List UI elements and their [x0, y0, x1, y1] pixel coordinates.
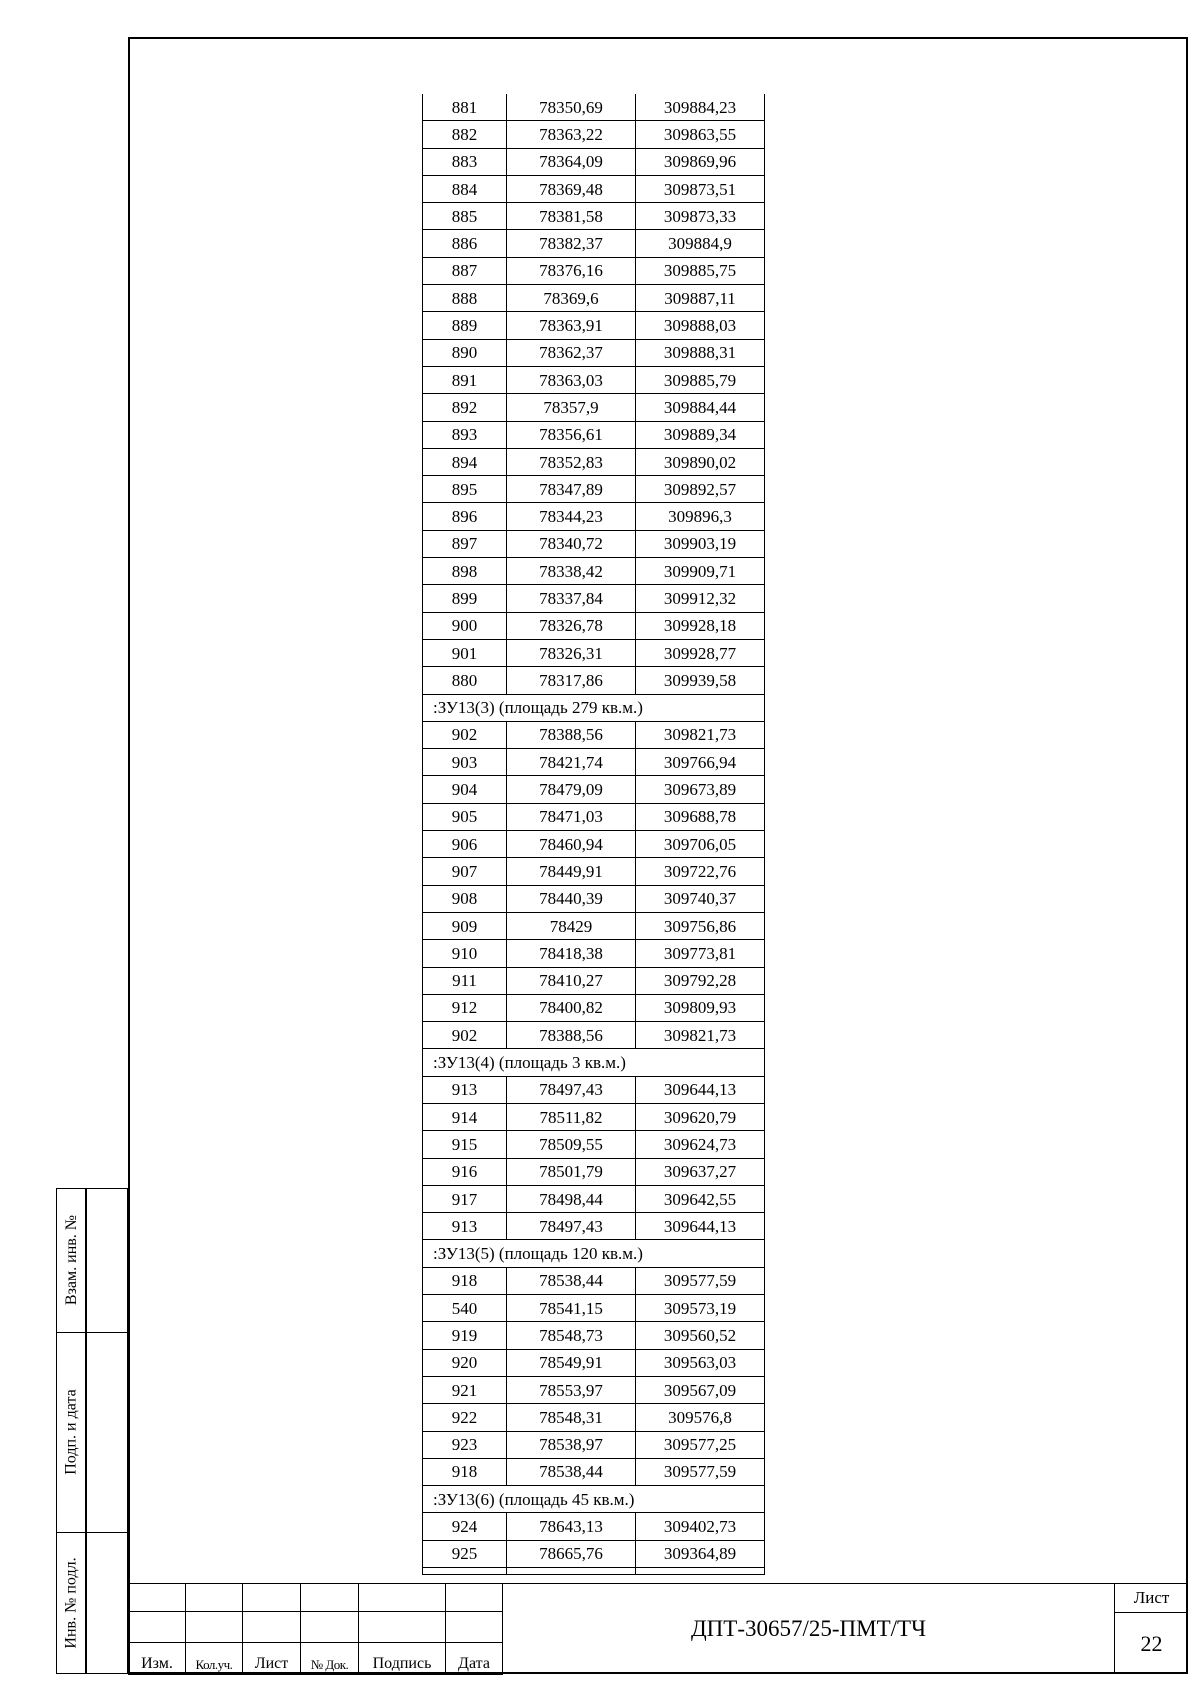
- coord-y: 309884,44: [636, 394, 765, 421]
- point-number: 887: [423, 257, 507, 284]
- sheet-label: Лист: [1115, 1584, 1188, 1613]
- table-row: [423, 285, 765, 312]
- table-row: [423, 448, 765, 475]
- point-number: 884: [423, 175, 507, 202]
- stamp-list: Лист: [243, 1643, 301, 1675]
- section-row: [423, 1486, 765, 1513]
- coord-y: 309722,76: [636, 858, 765, 885]
- coord-y: 309756,86: [636, 912, 765, 939]
- table-row: [423, 803, 765, 830]
- coord-y: 309885,75: [636, 257, 765, 284]
- coord-x: 78548,31: [507, 1404, 636, 1431]
- coord-y: 309888,03: [636, 312, 765, 339]
- point-number: 894: [423, 448, 507, 475]
- stamp-cell: [186, 1584, 243, 1612]
- coord-y: 309577,25: [636, 1431, 765, 1458]
- table-row: [423, 94, 765, 121]
- point-number: 918: [423, 1458, 507, 1485]
- point-number: 925: [423, 1540, 507, 1567]
- coord-x: 78498,44: [507, 1185, 636, 1212]
- point-number: 924: [423, 1513, 507, 1540]
- side-label-podp: [58, 1332, 86, 1532]
- coord-x: 78549,91: [507, 1349, 636, 1376]
- title-block: [128, 1583, 1188, 1674]
- point-number: 917: [423, 1185, 507, 1212]
- side-label-inv-text: Инв. № подл.: [63, 1557, 81, 1649]
- coord-x: 78553,97: [507, 1376, 636, 1403]
- section-row: [423, 1240, 765, 1267]
- table-row: [423, 612, 765, 639]
- coord-x: 78538,44: [507, 1267, 636, 1294]
- point-number: 912: [423, 994, 507, 1021]
- point-number: 913: [423, 1213, 507, 1240]
- stamp-cell: [446, 1584, 503, 1612]
- coord-x: 78376,16: [507, 257, 636, 284]
- table-row-cut: [423, 1568, 765, 1575]
- point-number: 905: [423, 803, 507, 830]
- side-stamp: [56, 1188, 128, 1674]
- coord-y: 309896,3: [636, 503, 765, 530]
- point-number: 901: [423, 639, 507, 666]
- coord-y: 309740,37: [636, 885, 765, 912]
- coord-y: 309873,33: [636, 203, 765, 230]
- table-row: [423, 667, 765, 694]
- coord-y: 309644,13: [636, 1213, 765, 1240]
- point-number: 913: [423, 1076, 507, 1103]
- point-number: 908: [423, 885, 507, 912]
- coord-y: 309884,9: [636, 230, 765, 257]
- section-title: :ЗУ13(6) (площадь 45 кв.м.): [423, 1486, 765, 1513]
- coord-y: 309673,89: [636, 776, 765, 803]
- coord-y: 309567,09: [636, 1376, 765, 1403]
- coord-x: 78538,97: [507, 1431, 636, 1458]
- point-number: 899: [423, 585, 507, 612]
- point-number: 909: [423, 912, 507, 939]
- side-label-vzam: [58, 1188, 86, 1332]
- coord-x: 78388,56: [507, 1022, 636, 1049]
- point-number: 890: [423, 339, 507, 366]
- point-number: 910: [423, 940, 507, 967]
- point-number: 891: [423, 366, 507, 393]
- coord-x: 78381,58: [507, 203, 636, 230]
- section-title: :ЗУ13(3) (площадь 279 кв.м.): [423, 694, 765, 721]
- stamp-podpis: Подпись: [359, 1643, 446, 1675]
- point-number: 902: [423, 721, 507, 748]
- table-row: [423, 1267, 765, 1294]
- table-row: [423, 257, 765, 284]
- coord-y: 309642,55: [636, 1185, 765, 1212]
- table-row: [423, 1322, 765, 1349]
- table-row: [423, 203, 765, 230]
- table-row: [423, 831, 765, 858]
- point-number: 920: [423, 1349, 507, 1376]
- point-number: 911: [423, 967, 507, 994]
- table-row: [423, 1022, 765, 1049]
- table-row: [423, 1540, 765, 1567]
- coord-x: 78344,23: [507, 503, 636, 530]
- sheet-box: [1114, 1583, 1188, 1674]
- stamp-cell: [359, 1584, 446, 1612]
- point-number: 902: [423, 1022, 507, 1049]
- point-number: 893: [423, 421, 507, 448]
- coord-y: 309577,59: [636, 1267, 765, 1294]
- point-number: 895: [423, 476, 507, 503]
- coord-x: 78388,56: [507, 721, 636, 748]
- coord-y: 309792,28: [636, 967, 765, 994]
- coord-y: 309863,55: [636, 121, 765, 148]
- coord-y: 309620,79: [636, 1103, 765, 1130]
- coord-x: 78410,27: [507, 967, 636, 994]
- point-number: 904: [423, 776, 507, 803]
- point-number: 897: [423, 530, 507, 557]
- table-row: [423, 1376, 765, 1403]
- coord-x: 78497,43: [507, 1213, 636, 1240]
- coord-x: 78357,9: [507, 394, 636, 421]
- stamp-cell: [243, 1584, 301, 1612]
- coord-y: 309637,27: [636, 1158, 765, 1185]
- coord-x: 78363,03: [507, 366, 636, 393]
- point-number: 919: [423, 1322, 507, 1349]
- coordinates-table: [422, 94, 765, 1575]
- table-row: [423, 503, 765, 530]
- coord-y: 309624,73: [636, 1131, 765, 1158]
- section-row: [423, 694, 765, 721]
- coord-y: 309577,59: [636, 1458, 765, 1485]
- coord-x: 78352,83: [507, 448, 636, 475]
- point-number: 885: [423, 203, 507, 230]
- stamp-cell: [129, 1584, 186, 1612]
- table-row: [423, 639, 765, 666]
- table-row: [423, 1404, 765, 1431]
- side-label-vzam-text: Взам. инв. №: [63, 1214, 81, 1306]
- coord-x: 78501,79: [507, 1158, 636, 1185]
- stamp-kol: Кол.уч.: [186, 1643, 243, 1675]
- coord-x: 78340,72: [507, 530, 636, 557]
- coord-x: 78497,43: [507, 1076, 636, 1103]
- point-number: 921: [423, 1376, 507, 1403]
- coord-x: 78665,76: [507, 1540, 636, 1567]
- stamp-cell: [243, 1612, 301, 1643]
- table-row: [423, 230, 765, 257]
- point-number: 888: [423, 285, 507, 312]
- coord-x: 78356,61: [507, 421, 636, 448]
- coord-x: 78418,38: [507, 940, 636, 967]
- point-number: 916: [423, 1158, 507, 1185]
- table-row: [423, 776, 765, 803]
- coord-x: 78460,94: [507, 831, 636, 858]
- side-stamp-value-column: [86, 1188, 128, 1674]
- coord-x: 78326,78: [507, 612, 636, 639]
- coord-x: 78548,73: [507, 1322, 636, 1349]
- coord-y: 309887,11: [636, 285, 765, 312]
- point-number: 907: [423, 858, 507, 885]
- coord-y: 309766,94: [636, 749, 765, 776]
- table-row: [423, 940, 765, 967]
- table-row: [423, 476, 765, 503]
- coord-x: 78479,09: [507, 776, 636, 803]
- coord-x: 78538,44: [507, 1458, 636, 1485]
- point-number: 883: [423, 148, 507, 175]
- table-row: [423, 1349, 765, 1376]
- coord-y: 309576,8: [636, 1404, 765, 1431]
- point-number: 892: [423, 394, 507, 421]
- coord-x: 78471,03: [507, 803, 636, 830]
- section-title: :ЗУ13(4) (площадь 3 кв.м.): [423, 1049, 765, 1076]
- table-row: [423, 1213, 765, 1240]
- point-number: 906: [423, 831, 507, 858]
- coord-x: 78369,6: [507, 285, 636, 312]
- table-row: [423, 994, 765, 1021]
- coord-y: 309560,52: [636, 1322, 765, 1349]
- point-number: 540: [423, 1295, 507, 1322]
- point-number: 881: [423, 94, 507, 121]
- stamp-cell: [129, 1612, 186, 1643]
- coord-x: 78440,39: [507, 885, 636, 912]
- coord-x: 78400,82: [507, 994, 636, 1021]
- table-row: [423, 721, 765, 748]
- table-row: [423, 421, 765, 448]
- coord-y: 309909,71: [636, 558, 765, 585]
- point-number: 923: [423, 1431, 507, 1458]
- coord-y: 309884,23: [636, 94, 765, 121]
- coord-x: 78350,69: [507, 94, 636, 121]
- table-row: [423, 1131, 765, 1158]
- coord-x: 78643,13: [507, 1513, 636, 1540]
- table-row: [423, 1295, 765, 1322]
- coord-x: 78511,82: [507, 1103, 636, 1130]
- coord-y: 309903,19: [636, 530, 765, 557]
- coord-y: 309869,96: [636, 148, 765, 175]
- table-row: [423, 312, 765, 339]
- coord-y: 309573,19: [636, 1295, 765, 1322]
- coord-y: 309912,32: [636, 585, 765, 612]
- stamp-cell: [301, 1584, 359, 1612]
- point-number: 915: [423, 1131, 507, 1158]
- point-number: 900: [423, 612, 507, 639]
- coord-y: 309888,31: [636, 339, 765, 366]
- table-row: [423, 148, 765, 175]
- side-label-inv: [58, 1532, 86, 1674]
- coord-x: 78449,91: [507, 858, 636, 885]
- stamp-cell: [446, 1612, 503, 1643]
- section-row: [423, 1049, 765, 1076]
- table-row: [423, 1076, 765, 1103]
- side-label-podp-text: Подп. и дата: [63, 1389, 81, 1475]
- table-row: [423, 1103, 765, 1130]
- coord-y: 309644,13: [636, 1076, 765, 1103]
- stamp-cell: [301, 1612, 359, 1643]
- table-row: [423, 394, 765, 421]
- coord-x: 78317,86: [507, 667, 636, 694]
- coord-y: 309928,77: [636, 639, 765, 666]
- table-row: [423, 1158, 765, 1185]
- coord-x: 78382,37: [507, 230, 636, 257]
- point-number: 886: [423, 230, 507, 257]
- table-row: [423, 858, 765, 885]
- table-row: [423, 530, 765, 557]
- coord-x: 78326,31: [507, 639, 636, 666]
- table-row: [423, 885, 765, 912]
- table-row: [423, 749, 765, 776]
- coord-x: 78369,48: [507, 175, 636, 202]
- coord-y: 309773,81: [636, 940, 765, 967]
- table-row: [423, 121, 765, 148]
- section-title: :ЗУ13(5) (площадь 120 кв.м.): [423, 1240, 765, 1267]
- coord-y: 309688,78: [636, 803, 765, 830]
- empty-cell: [507, 1568, 636, 1575]
- table-row: [423, 339, 765, 366]
- coord-x: 78509,55: [507, 1131, 636, 1158]
- coord-y: 309821,73: [636, 1022, 765, 1049]
- coord-y: 309889,34: [636, 421, 765, 448]
- coord-y: 309890,02: [636, 448, 765, 475]
- coord-y: 309563,03: [636, 1349, 765, 1376]
- table-row: [423, 175, 765, 202]
- stamp-izm: Изм.: [129, 1643, 186, 1675]
- table-row: [423, 558, 765, 585]
- coord-y: 309939,58: [636, 667, 765, 694]
- table-row: [423, 585, 765, 612]
- point-number: 896: [423, 503, 507, 530]
- table-row: [423, 967, 765, 994]
- point-number: 903: [423, 749, 507, 776]
- coord-x: 78363,22: [507, 121, 636, 148]
- coord-y: 309928,18: [636, 612, 765, 639]
- coord-y: 309402,73: [636, 1513, 765, 1540]
- coord-x: 78362,37: [507, 339, 636, 366]
- table-row: [423, 366, 765, 393]
- coord-x: 78338,42: [507, 558, 636, 585]
- table-row: [423, 1431, 765, 1458]
- coord-x: 78421,74: [507, 749, 636, 776]
- coord-y: 309364,89: [636, 1540, 765, 1567]
- stamp-cell: [359, 1612, 446, 1643]
- empty-cell: [636, 1568, 765, 1575]
- point-number: 882: [423, 121, 507, 148]
- table-row: [423, 1513, 765, 1540]
- coord-x: 78347,89: [507, 476, 636, 503]
- table-row: [423, 1185, 765, 1212]
- point-number: 922: [423, 1404, 507, 1431]
- point-number: 898: [423, 558, 507, 585]
- point-number: 880: [423, 667, 507, 694]
- coord-y: 309892,57: [636, 476, 765, 503]
- table-row: [423, 912, 765, 939]
- coord-y: 309885,79: [636, 366, 765, 393]
- sheet-number: 22: [1140, 1630, 1163, 1656]
- table-row: [423, 1458, 765, 1485]
- title-block-grid: [128, 1583, 502, 1674]
- point-number: 914: [423, 1103, 507, 1130]
- empty-cell: [423, 1568, 507, 1575]
- coord-x: 78337,84: [507, 585, 636, 612]
- coord-x: 78541,15: [507, 1295, 636, 1322]
- coord-y: 309821,73: [636, 721, 765, 748]
- point-number: 918: [423, 1267, 507, 1294]
- coord-x: 78364,09: [507, 148, 636, 175]
- stamp-ndok: № Док.: [301, 1643, 359, 1675]
- coord-x: 78363,91: [507, 312, 636, 339]
- coord-y: 309873,51: [636, 175, 765, 202]
- document-code: ДПТ-30657/25-ПМТ/ТЧ: [502, 1583, 1114, 1674]
- coord-y: 309809,93: [636, 994, 765, 1021]
- point-number: 889: [423, 312, 507, 339]
- stamp-data: Дата: [446, 1643, 503, 1675]
- coord-y: 309706,05: [636, 831, 765, 858]
- coord-x: 78429: [507, 912, 636, 939]
- stamp-cell: [186, 1612, 243, 1643]
